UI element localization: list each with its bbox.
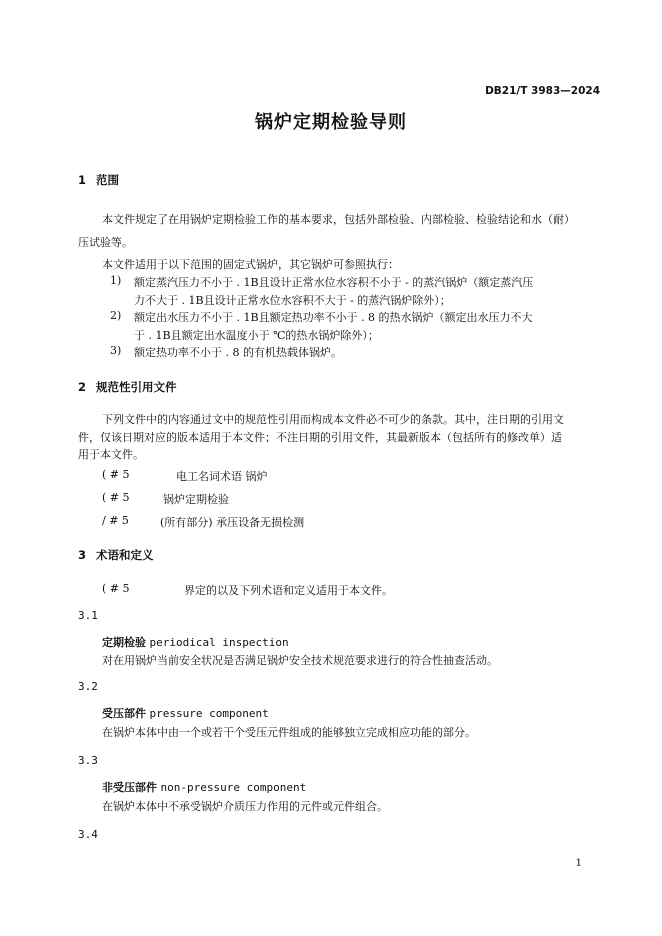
reference-title: 电工名词术语 锅炉 [176, 470, 268, 483]
reference-code: ( # 5 [102, 491, 130, 504]
term-number: 3.1 [78, 609, 98, 622]
term-en: periodical inspection [149, 636, 289, 649]
reference-title: 锅炉定期检验 [163, 493, 229, 506]
term-en: pressure component [149, 707, 269, 720]
list-item-3: 额定热功率不小于 . 8 的有机热载体锅炉。 [134, 346, 342, 359]
section-number: 2 [78, 380, 87, 394]
section-title: 术语和定义 [96, 548, 154, 562]
page-number: 1 [575, 858, 582, 869]
section-title: 范围 [96, 173, 119, 187]
list-marker: 3) [110, 344, 122, 357]
section-number: 3 [78, 548, 87, 562]
term-heading [102, 705, 269, 721]
term-definition: 对在用锅炉当前安全状况是否满足锅炉安全技术规范要求进行的符合性抽查活动。 [102, 654, 498, 667]
term-zh: 定期检验 [102, 636, 146, 649]
term-heading [102, 779, 306, 795]
section-2-heading [78, 379, 177, 395]
term-number: 3.3 [78, 754, 98, 767]
term-definition: 在锅炉本体中不承受锅炉介质压力作用的元件或元件组合。 [102, 800, 388, 813]
section-title: 规范性引用文件 [96, 380, 177, 394]
terms-intro-code: ( # 5 [102, 582, 130, 595]
list-marker: 1) [110, 274, 122, 287]
reference-title: (所有部分) 承压设备无损检测 [160, 516, 305, 529]
reference-code: / # 5 [102, 514, 129, 527]
section-1-heading [78, 172, 119, 188]
terms-intro-text: 界定的以及下列术语和定义适用于本文件。 [184, 584, 393, 597]
list-item-2-line-2: 于 . 1B且额定出水温度小于 ℃的热水锅炉除外）； [134, 329, 379, 342]
scope-applicability-paragraph: 本文件适用于以下范围的固定式锅炉，其它锅炉可参照执行： [102, 258, 399, 271]
normative-paragraph-line-2: 件，仅该日期对应的版本适用于本文件；不注日期的引用文件，其最新版本（包括所有的修改单）适 [78, 431, 562, 444]
normative-paragraph-line-1: 下列文件中的内容通过文中的规范性引用而构成本文件必不可少的条款。其中，注日期的引用文 [102, 413, 564, 426]
scope-paragraph-line-2: 压试验等。 [78, 236, 133, 249]
term-en: non-pressure component [160, 781, 307, 794]
standard-number: DB21/T 3983—2024 [485, 85, 600, 97]
list-item-2-line-1: 额定出水压力不小于 . 1B且额定热功率不小于 . 8 的热水锅炉（额定出水压力不大 [134, 311, 533, 324]
normative-paragraph-line-3: 用于本文件。 [78, 448, 144, 461]
document-title: 锅炉定期检验导则 [255, 112, 407, 133]
list-marker: 2) [110, 309, 122, 322]
term-number: 3.4 [78, 828, 98, 841]
term-zh: 受压部件 [102, 707, 146, 720]
list-item-1-line-1: 额定蒸汽压力不小于 . 1B且设计正常水位水容积不小于 - 的蒸汽锅炉（额定蒸汽压 [134, 276, 534, 289]
term-zh: 非受压部件 [102, 781, 157, 794]
reference-code: ( # 5 [102, 468, 130, 481]
section-3-heading [78, 547, 154, 563]
list-item-1-line-2: 力不大于 . 1B且设计正常水位水容积不大于 - 的蒸汽锅炉除外）； [134, 294, 451, 307]
term-heading [102, 634, 289, 650]
term-definition: 在锅炉本体中由一个或若干个受压元件组成的能够独立完成相应功能的部分。 [102, 726, 476, 739]
term-number: 3.2 [78, 680, 98, 693]
scope-paragraph-line-1: 本文件规定了在用锅炉定期检验工作的基本要求，包括外部检验、内部检验、检验结论和水（耐） [102, 213, 575, 226]
section-number: 1 [78, 173, 87, 187]
